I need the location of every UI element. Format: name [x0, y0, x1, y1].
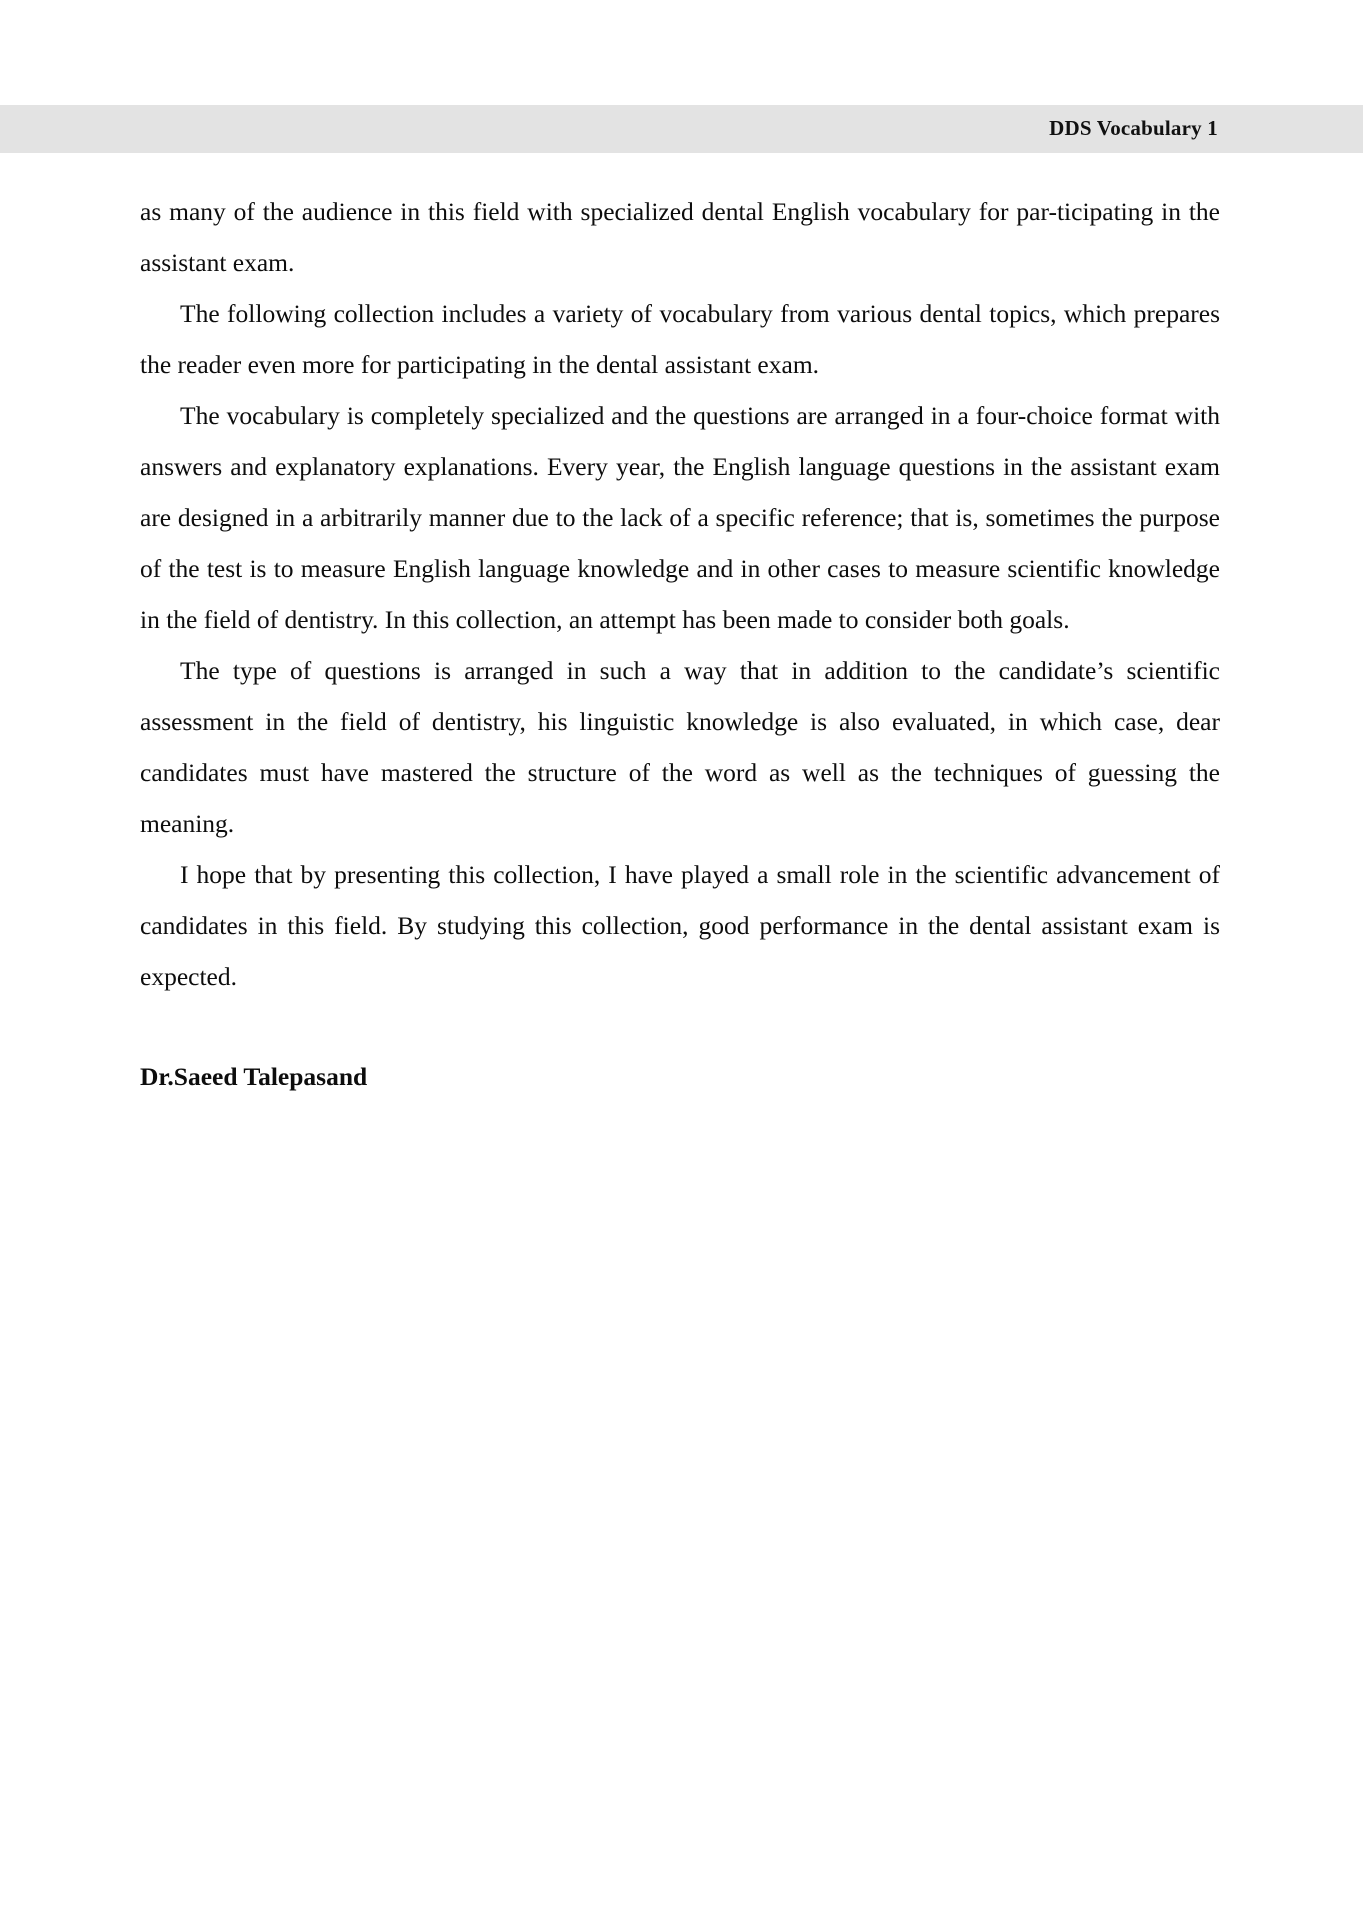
- paragraph-1: as many of the audience in this field with specialized dental English vocabulary for par-ticipating in the assistant exam.: [140, 197, 1220, 277]
- paragraph-5: I hope that by presenting this collection, I have played a small role in the scientific advancement of candidates in this field. By studying this collection, good performance in the dental assistant exam is expected.: [140, 860, 1220, 991]
- running-header-title: DDS Vocabulary 1: [1049, 116, 1218, 140]
- page-body: [140, 186, 1220, 1097]
- paragraph-2: The following collection includes a variety of vocabulary from various dental topics, which prepares the reader even more for participating in the dental assistant exam.: [140, 299, 1220, 379]
- author-signature: Dr.Saeed Talepasand: [140, 1062, 368, 1091]
- paragraph-4: The type of questions is arranged in such a way that in addition to the candidate’s scientific assessment in the field of dentistry, his linguistic knowledge is also evaluated, in which case, dear candidates must have mastered the structure of the word as well as the techniques of guessing the meaning.: [140, 656, 1220, 838]
- paragraph-3: The vocabulary is completely specialized and the questions are arranged in a four-choice format with answers and explanatory explanations. Every year, the English language questions in the assistant exam are designed in a arbitrarily manner due to the lack of a specific reference; that is, sometimes the purpose of the test is to measure English language knowledge and in other cases to measure scientific knowledge in the field of dentistry. In this collection, an attempt has been made to consider both goals.: [140, 401, 1220, 634]
